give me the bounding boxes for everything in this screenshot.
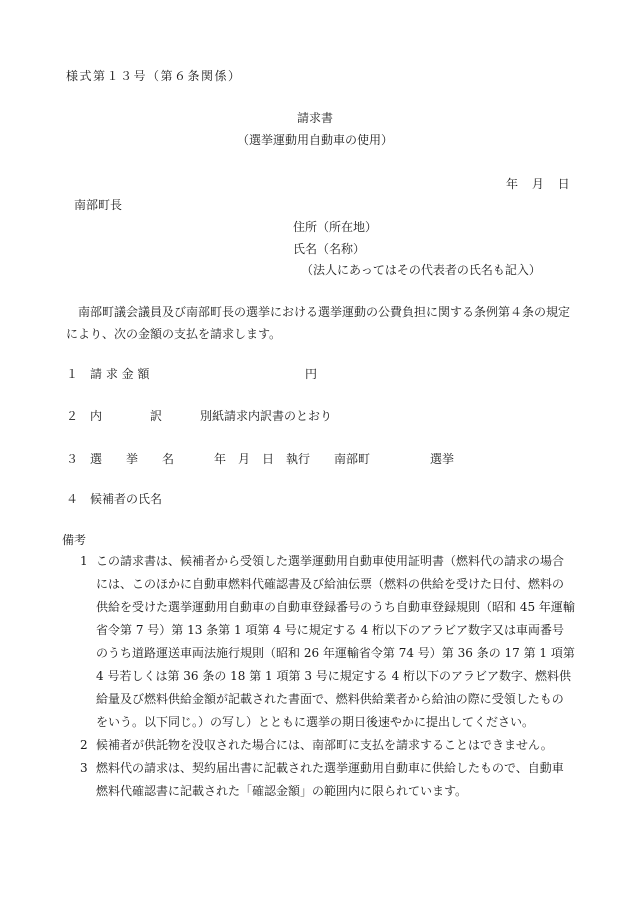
- item-candidate-name: [66, 491, 162, 507]
- item-election-name: [66, 451, 455, 467]
- note-item: [80, 757, 575, 803]
- note-number: 2: [80, 738, 88, 752]
- item-breakdown: [66, 408, 333, 424]
- addressee: 南部町長: [74, 198, 123, 212]
- document-title: 請求書: [296, 111, 333, 125]
- note-number: 1: [80, 554, 88, 568]
- document-subtitle: （選挙運動用自動車の使用）: [236, 133, 393, 147]
- item-label: 選 挙 名: [90, 452, 175, 466]
- item-number: １: [66, 367, 79, 381]
- item-request-amount: [66, 366, 318, 382]
- item-value: 年 月 日 執行 南部町 選挙: [214, 452, 455, 466]
- name-note: （法人にあってはその代表者の氏名も記入）: [301, 263, 541, 277]
- item-label: 請 求 金 額: [90, 367, 150, 381]
- note-text: 燃料代の請求は、契約届出書に記載された選挙運動用自動車に供給したもので、自動車燃料代確認書に記載された「確認金額」の範囲内に限られています。: [96, 761, 564, 798]
- name-label: 氏名（名称）: [293, 242, 366, 256]
- note-number: 3: [80, 761, 88, 775]
- item-label: 内 訳: [90, 409, 163, 423]
- request-statement-text: 南部町議会議員及び南部町長の選挙における選挙運動の公費負担に関する条例第４条の規定により、次の金額の支払を請求します。: [66, 305, 571, 341]
- item-number: ３: [66, 452, 79, 466]
- item-value: 円: [305, 367, 318, 381]
- note-text: この請求書は、候補者から受領した選挙運動用自動車使用証明書（燃料代の請求の場合には、このほかに自動車燃料代確認書及び給油伝票（燃料の供給を受けた日付、燃料の供給を受けた選挙運動用自動車の自動車登録番号のうち自動車登録規則（昭和 45 年運輸省令第 7 号）第 13 条第 1 項第 4 号に規定する 4 桁以下のアラビア数字又は車両番号のうち道路運送車両法施行規則（昭和 26 年運輸省令第 74 号）第 36 条の 17 第 1 項第 4 号若しくは第 36 条の 18 第 1 項第 3 号に規定する 4 桁以下のアラビア数字、燃料供給量及び燃料供給金額が記載された書面で、燃料供給業者から給油の際に受領したものをいう。以下同じ。）の写し）とともに選挙の期日後速やかに提出してください。: [96, 554, 575, 729]
- address-label: 住所（所在地）: [293, 220, 378, 234]
- item-number: ２: [66, 409, 79, 423]
- request-statement: [66, 301, 574, 345]
- form-number: 様式第１３号（第６条関係）: [66, 69, 242, 83]
- item-label: 候補者の氏名: [90, 492, 163, 506]
- notes-list: [80, 550, 575, 803]
- item-number: ４: [66, 492, 79, 506]
- date-line: 年 月 日: [506, 177, 570, 191]
- note-text: 候補者が供託物を没収された場合には、南部町に支払を請求することはできません。: [96, 738, 553, 752]
- note-item: [80, 734, 575, 757]
- note-item: [80, 550, 575, 734]
- notes-heading: 備考: [62, 533, 87, 547]
- item-value: 別紙請求内訳書のとおり: [200, 409, 333, 423]
